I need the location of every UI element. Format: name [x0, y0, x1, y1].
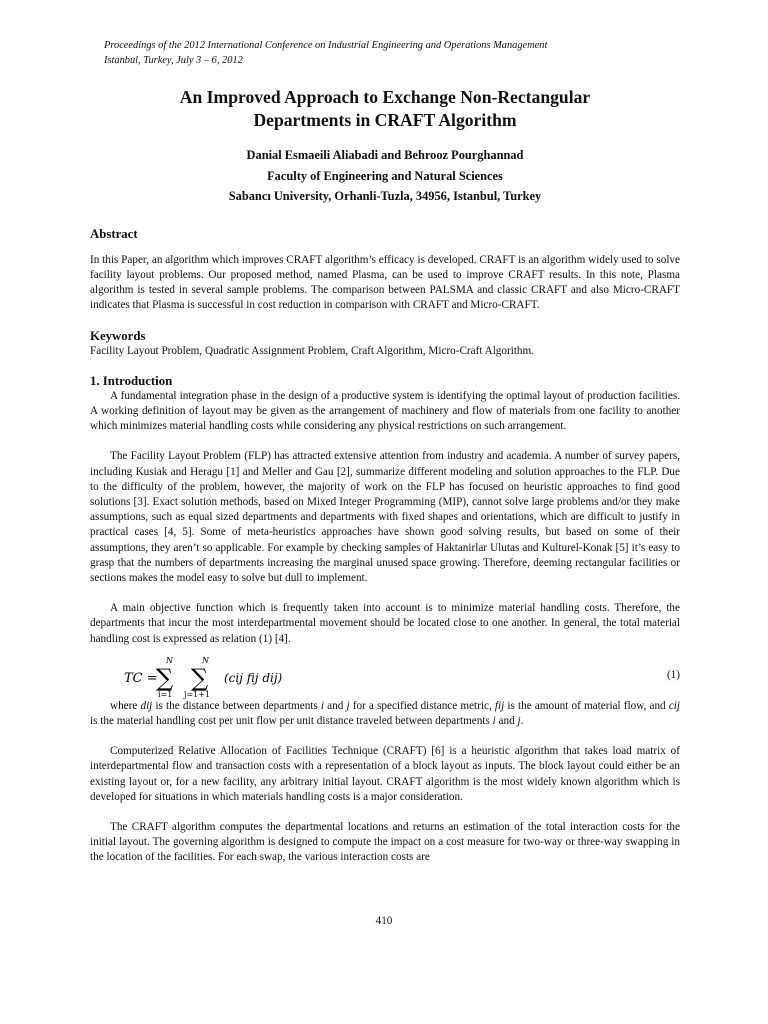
title-line-2: Departments in CRAFT Algorithm — [253, 110, 517, 130]
title-line-1: An Improved Approach to Exchange Non-Rectangular — [179, 87, 591, 107]
equation-explanation: where dij is the distance between departments i and j for a specified distance metric, fij is the amount of material flow, and cij is the material handling cost per unit flow per unit distance traveled between departments i and j. — [90, 699, 680, 727]
sum-i-lower: i=1 — [158, 689, 173, 699]
keywords-text: Facility Layout Problem, Quadratic Assignment Problem, Craft Algorithm, Micro-Craft Algorithm. — [90, 344, 535, 357]
author-names: Danial Esmaeili Aliabadi and Behrooz Pourghannad — [246, 148, 524, 162]
intro-paragraph-1: A fundamental integration phase in the design of a productive system is identifying the optimal layout of production facilities. A working definition of layout may be given as the arrangement of machinery and flow of materials from one facility to another which minimizes material handling costs while considering any physical restrictions on such arrangement. — [90, 389, 680, 433]
equation-number: (1) — [666, 668, 680, 681]
sum-j-symbol: ∑ — [191, 663, 209, 692]
author-university: Sabancı University, Orhanli-Tuzla, 34956, Istanbul, Turkey — [228, 189, 542, 203]
sum-i-symbol: ∑ — [156, 663, 174, 692]
intro-paragraph-2: The Facility Layout Problem (FLP) has attracted extensive attention from industry and academia. A number of survey papers, including Kusiak and Heragu [1] and Meller and Gau [2], summarize different modeling and solution approaches to the FLP. Due to the difficulty of the problem, however, the majority of work on the FLP has focused on heuristic approaches to find good solutions [3]. Exact solution methods, based on Mixed Integer Programming (MIP), cannot solve large problems and/or they make assumptions, such as equal sized departments and departments with fixed shapes and orientations, which are difficult to justify in practical cases [4, 5]. Some of meta-heuristics approaches have shown good solving results, but based on some of their assumptions, they aren’t so applicable. For example by checking samples of Haktanirlar Ulutas and Kulturel-Konak [5] it’s easy to grasp that the numbers of departments increasing the marginal unused space growing. Therefore, deeming rectangular facilities or sections makes the model easy to solve but dull to implement. — [90, 450, 680, 584]
header-line-1: Proceedings of the 2012 International Conference on Industrial Engineering and Operations Management — [104, 40, 548, 51]
abstract-text: In this Paper, an algorithm which improves CRAFT algorithm’s efficacy is developed. CRAFT is an algorithm widely used to solve facility layout problems. Our proposed method, named Plasma, can be used to improve CRAFT results. In this note, Plasma algorithm is tested in several sample problems. The comparison between PALSMA and classic CRAFT and also Micro-CRAFT indicates that Plasma is successful in cost reduction in comparison with CRAFT and Micro-CRAFT. — [90, 253, 680, 312]
sum-j-upper: N — [202, 655, 209, 665]
intro-paragraph-4: Computerized Relative Allocation of Facilities Technique (CRAFT) [6] is a heuristic algorithm that takes load matrix of interdepartmental flow and transaction costs with a representation of a block layout as inputs. The block layout could either be an existing layout or, for a new facility, any arbitrary initial layout. CRAFT algorithm is the most widely known algorithm which is developed for situations in which materials handling costs is a major consideration. — [90, 745, 680, 803]
introduction-heading: 1. Introduction — [90, 373, 173, 388]
proceedings-header — [104, 38, 680, 68]
paper-page — [90, 38, 680, 866]
keywords-heading: Keywords — [90, 328, 146, 343]
abstract-heading: Abstract — [90, 226, 138, 241]
author-block — [90, 145, 680, 207]
sum-i-upper: N — [166, 655, 173, 665]
equation-lhs: TC = — [124, 670, 158, 686]
page-number: 410 — [375, 915, 393, 927]
header-line-2: Istanbul, Turkey, July 3 – 6, 2012 — [104, 55, 243, 66]
sum-j-lower: j=1+1 — [184, 689, 211, 699]
equation-formula — [114, 651, 354, 699]
author-faculty: Faculty of Engineering and Natural Sciences — [267, 168, 503, 183]
equation-term: (cij fij dij) — [224, 670, 283, 685]
intro-paragraph-5: The CRAFT algorithm computes the departmental locations and returns an estimation of the total interaction costs for the initial layout. The governing algorithm is designed to compute the impact on a cost measure for two-way or three-way swapping in the location of the facilities. For each swap, the various interaction costs are — [90, 820, 680, 864]
equation-1 — [90, 651, 680, 699]
intro-paragraph-3: A main objective function which is frequently taken into account is to minimize material handling costs. Therefore, the departments that incur the most interdepartmental movement should be located close to one another. In general, the total material handling cost is expressed as relation (1) [4]. — [90, 602, 680, 645]
paper-title — [90, 86, 680, 132]
